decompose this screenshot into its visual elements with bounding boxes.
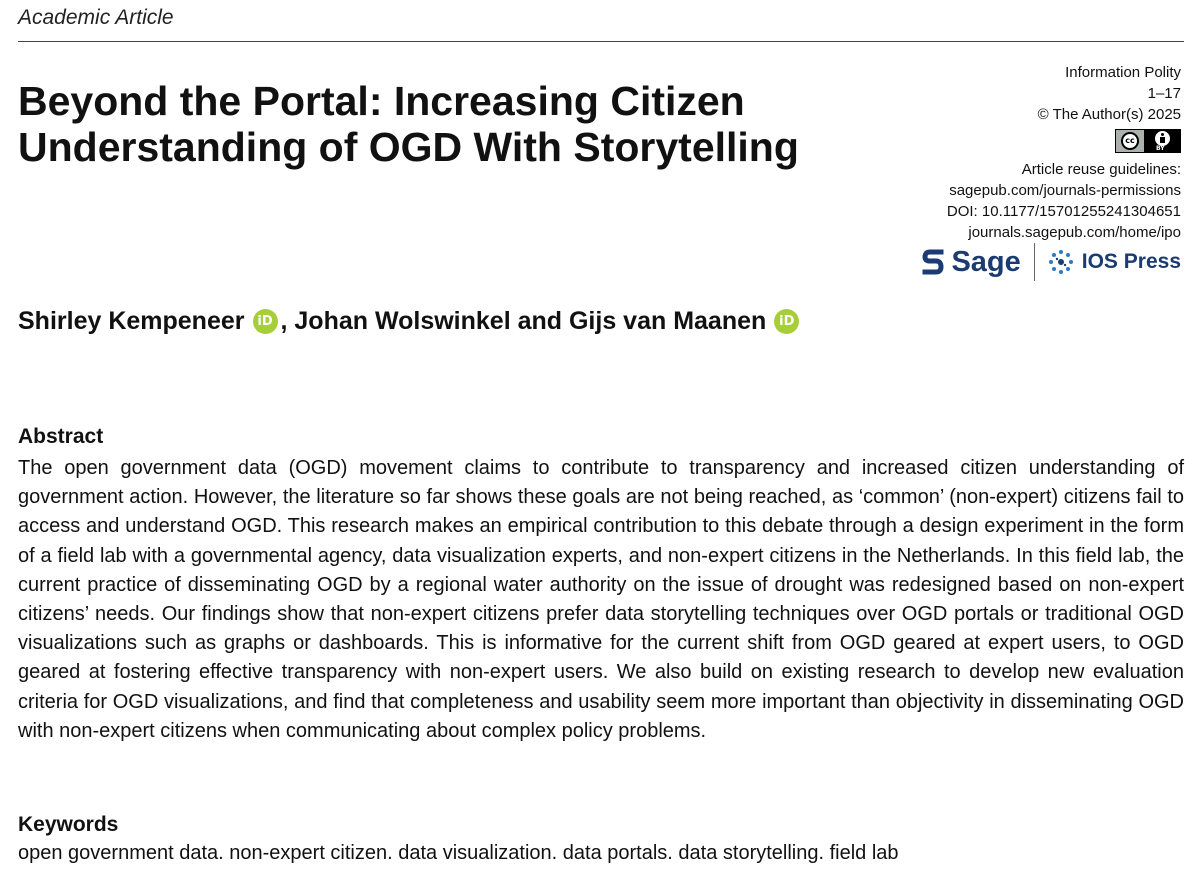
journal-name: Information Polity [1065,64,1181,81]
page-range: 1–17 [1147,85,1181,102]
orcid-icon[interactable]: iD [253,309,278,334]
publisher-divider [1034,243,1035,281]
sage-logo-icon [922,247,944,277]
cc-badge-box [1115,129,1181,153]
ios-press-logo[interactable] [1048,249,1181,275]
abstract-heading: Abstract [18,425,104,448]
doi-link[interactable]: DOI: 10.1177/15701255241304651 [946,202,1181,220]
article-title: Beyond the Portal: Increasing Citizen Understanding of OGD With Storytelling [18,78,799,170]
ios-press-logo-text: IOS Press [1081,250,1181,273]
keywords-text: open government data. non-expert citizen. data visualization. data portals. data storytelling. field lab [18,842,899,864]
ios-press-logo-icon [1048,249,1074,275]
cc-by-license-icon[interactable] [1115,128,1181,153]
by-label: BY [1156,144,1165,152]
keywords-heading: Keywords [18,813,119,836]
sage-logo-text: Sage [951,245,1021,278]
cc-icon: cc [1121,132,1139,150]
copyright-notice: © The Author(s) 2025 [1037,106,1181,123]
journal-meta [761,62,1181,243]
reuse-guidelines-label: Article reuse guidelines: [1021,160,1181,178]
reuse-guidelines-link[interactable]: sagepub.com/journals-permissions [949,181,1181,199]
author-name: Shirley Kempeneer [18,307,245,335]
orcid-icon[interactable]: iD [774,309,799,334]
article-type-label: Academic Article [18,6,174,29]
abstract-text: The open government data (OGD) movement claims to contribute to transparency and increased citizen understanding of government action. However, the literature so far shows these goals are not being reached, as ‘common’ (non-expert) citizens fail to access and understand OGD. This research makes an empirical contribution to this debate through a design experiment in the form of a field lab with a governmental agency, data visualization experts, and non-expert citizens in the Netherlands. In this field lab, the current practice of disseminating OGD by a regional water authority on the issue of drought was redesigned based on non-expert citizens’ needs. Our findings show that non-expert citizens prefer data storytelling techniques over OGD portals or traditional OGD visualizations such as graphs or dashboards. This is informative for the current shift from OGD geared at expert users, to OGD geared at fostering effective transparency with non-expert users. We also build on existing research to develop new evaluation criteria for OGD visualizations, and find that completeness and usability seem more important than objectivity in disseminating OGD with non-expert citizens when communicating about complex policy problems. [18,457,1184,742]
header-divider [18,41,1184,42]
attribution-icon [1155,131,1170,146]
author-list [18,307,802,336]
journal-homepage-link[interactable]: journals.sagepub.com/home/ipo [968,223,1181,241]
publisher-logos [922,240,1181,284]
author-name: , Johan Wolswinkel and Gijs van Maanen [280,307,767,335]
sage-logo[interactable] [922,246,1020,279]
